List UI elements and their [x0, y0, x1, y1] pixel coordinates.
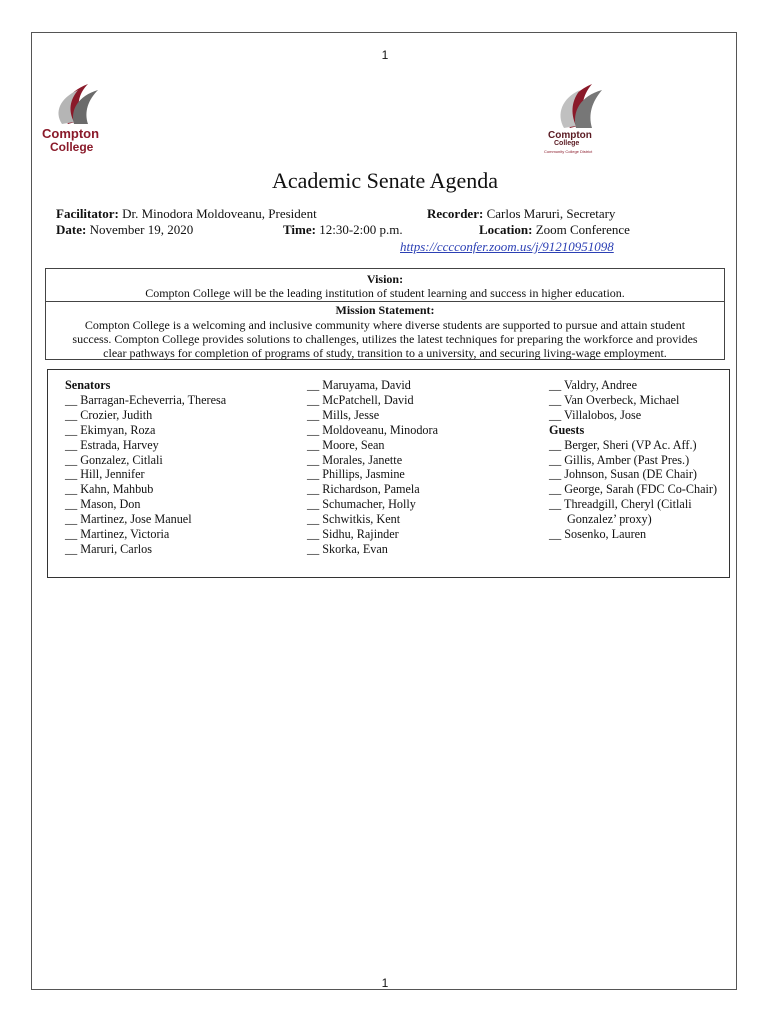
senators-guests-column-3 — [549, 378, 717, 542]
list-item: __ Sidhu, Rajinder — [307, 527, 399, 542]
vision-text: Compton College will be the leading institution of student learning and success in higher education. — [145, 286, 625, 300]
list-item: __ Johnson, Susan (DE Chair) — [549, 467, 697, 482]
list-item: __ McPatchell, David — [307, 392, 414, 407]
vision-heading: Vision: — [366, 272, 404, 286]
senators-heading: Senators — [65, 378, 111, 392]
time-value: 12:30-2:00 p.m. — [315, 222, 403, 237]
recorder-label: Recorder: — [427, 206, 484, 221]
list-item: __ Mason, Don — [65, 497, 141, 512]
list-item: __ Skorka, Evan — [307, 541, 388, 556]
facilitator-line — [56, 206, 317, 222]
list-item: __ Kahn, Mahbub — [65, 482, 154, 497]
list-item: __ Moldoveanu, Minodora — [307, 422, 438, 437]
date-label: Date: — [56, 222, 87, 237]
mission-line: clear pathways for completion of programs of study, transition to a university, and securing living-wage employment. — [103, 346, 667, 360]
list-item: __ Mills, Jesse — [307, 407, 380, 422]
vision-mission-box — [45, 268, 725, 360]
list-item: __ Schumacher, Holly — [307, 497, 416, 512]
list-item: __ George, Sarah (FDC Co-Chair) — [549, 482, 718, 497]
senators-column-1 — [65, 378, 226, 557]
list-item: __ Threadgill, Cheryl (Citlali — [549, 497, 692, 512]
recorder-line — [427, 206, 615, 222]
time-line — [283, 222, 403, 238]
mission-line: Compton College is a welcoming and inclusive community where diverse students are supported to pursue and attain student — [84, 318, 686, 332]
list-item: __ Richardson, Pamela — [307, 482, 420, 497]
logo-right-line1: Compton — [548, 130, 592, 141]
list-item: __ Martinez, Jose Manuel — [65, 512, 192, 527]
list-item: __ Ekimyan, Roza — [65, 422, 156, 437]
location-line — [479, 222, 630, 238]
facilitator-label: Facilitator: — [56, 206, 119, 221]
list-item: __ Maruyama, David — [307, 378, 411, 392]
recorder-value: Carlos Maruri, Secretary — [483, 206, 616, 221]
list-item: __ Gillis, Amber (Past Pres.) — [549, 452, 690, 467]
time-label: Time: — [283, 222, 316, 237]
facilitator-value: Dr. Minodora Moldoveanu, President — [118, 206, 317, 221]
list-item: __ Villalobos, Jose — [549, 407, 642, 422]
compton-college-logo-left — [38, 80, 102, 156]
location-label: Location: — [479, 222, 533, 237]
list-item: __ Crozier, Judith — [65, 407, 153, 422]
logo-left-line2: College — [50, 140, 94, 154]
logo-right-tagline: Community College District — [544, 149, 593, 154]
list-item: __ Hill, Jennifer — [65, 467, 145, 482]
list-item: __ Gonzalez, Citlali — [65, 452, 163, 467]
senators-column-2 — [307, 378, 438, 557]
list-item-continuation: Gonzalez’ proxy) — [567, 512, 652, 527]
list-item: __ Moore, Sean — [307, 437, 385, 452]
compton-college-logo-right — [540, 78, 606, 158]
page-title: Academic Senate Agenda — [271, 168, 498, 193]
list-item: __ Estrada, Harvey — [65, 437, 159, 452]
logo-right-line2: College — [554, 140, 580, 147]
logo-left-line1: Compton — [42, 126, 100, 141]
list-item: __ Sosenko, Lauren — [549, 527, 647, 542]
location-value: Zoom Conference — [532, 222, 630, 237]
list-item: __ Maruri, Carlos — [65, 541, 152, 556]
guests-heading: Guests — [549, 422, 585, 437]
zoom-link[interactable]: https://cccconfer.zoom.us/j/91210951098 — [400, 239, 614, 254]
list-item: __ Van Overbeck, Michael — [549, 392, 680, 407]
mission-line: success. Compton College provides solutions to challenges, utilizes the latest techniques for preparing the workforce and provides — [72, 332, 698, 346]
divider — [46, 301, 724, 302]
mission-heading: Mission Statement: — [335, 303, 435, 317]
date-line — [56, 222, 193, 238]
page-number-bottom: 1 — [381, 976, 389, 990]
list-item: __ Morales, Janette — [307, 452, 403, 467]
date-value: November 19, 2020 — [86, 222, 194, 237]
list-item: __ Berger, Sheri (VP Ac. Aff.) — [549, 437, 697, 452]
list-item: __ Barragan-Echeverria, Theresa — [65, 392, 227, 407]
list-item: __ Valdry, Andree — [549, 378, 637, 392]
page-number-top: 1 — [381, 48, 389, 62]
list-item: __ Martinez, Victoria — [65, 527, 170, 542]
list-item: __ Phillips, Jasmine — [307, 467, 405, 482]
list-item: __ Schwitkis, Kent — [307, 512, 401, 527]
